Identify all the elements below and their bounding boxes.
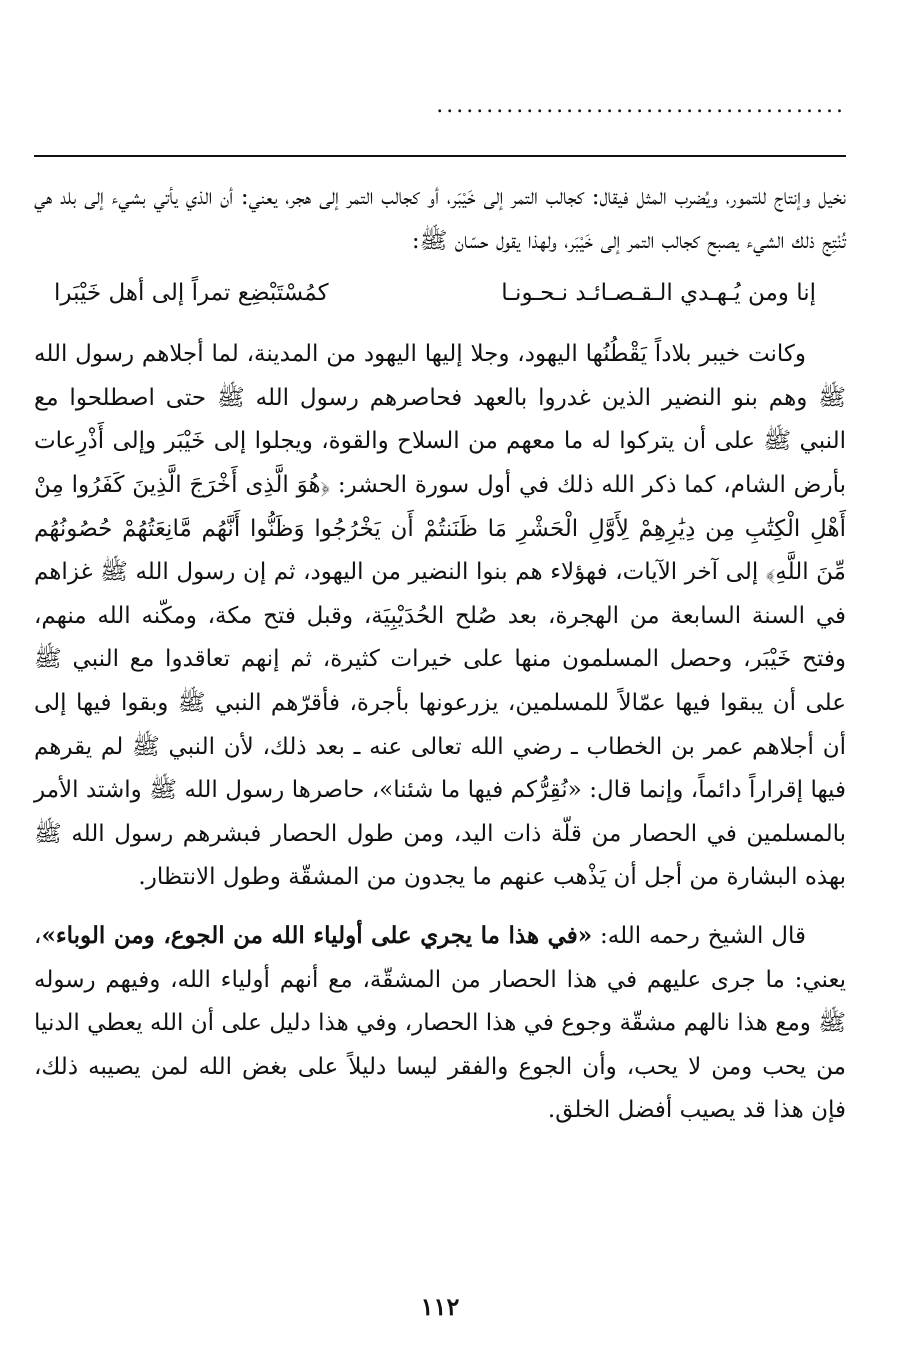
paragraph-khaybar-history: وكانت خيبر بلاداً يَقْطُنُها اليهود، وجلا إليها اليهود من المدينة، لما أجلاهم رسول الله ﷺ وهم بنو النضير الذين غدروا بالعهد فحاصرهم رسول الله ﷺ حتى اصطلحوا مع النبي ﷺ على أن يتركوا له ما معهم من السلاح والقوة، ويجلوا إلى خَيْبَر وإلى أَذْرِعات بأرض الشام، كما ذكر الله ذلك في أول سورة الحشر: ﴿هُوَ الَّذِى أَخْرَجَ الَّذِينَ كَفَرُوا مِنْ أَهْلِ الْكِتَٰبِ مِن دِيَٰرِهِمْ لِأَوَّلِ الْحَشْرِ مَا ظَنَنتُمْ أَن يَخْرُجُوا وَظَنُّوا أَنَّهُم مَّانِعَتُهُمْ حُصُونُهُم مِّنَ اللَّهِ﴾ إلى آخر الآيات، فهؤلاء هم بنوا النضير من اليهود، ثم إن رسول الله ﷺ غزاهم في السنة السابعة من الهجرة، بعد صُلح الحُدَيْبِيَة، وقبل فتح مكة، ومكّنه الله منهم، وفتح خَيْبَر، وحصل المسلمون منها على خيرات كثيرة، ثم إنهم تعاقدوا مع النبي ﷺ على أن يبقوا فيها عمّالاً للمسلمين، يزرعونها بأجرة، فأقرّهم النبي ﷺ وبقوا فيها إلى أن أجلاهم عمر بن الخطاب ـ رضي الله تعالى عنه ـ بعد ذلك، لأن النبي ﷺ لم يقرهم فيها إقراراً دائماً، وإنما قال: «نُقِرُّكم فيها ما شئنا»، حاصرها رسول الله ﷺ واشتد الأمر بالمسلمين في الحصار من قلّة ذات اليد، ومن طول الحصار فبشرهم رسول الله ﷺ بهذه البشارة من أجل أن يَذْهب عنهم ما يجدون من المشقّة وطول الانتظار. [34, 341, 846, 891]
header-dotted-line: ......................................... [436, 93, 846, 118]
poetry-verse [54, 267, 816, 319]
sheikh-quote: «في هذا ما يجري على أولياء الله من الجوع، ومن الوباء» [41, 921, 593, 949]
verse-second-hemistich: كمُسْتَبْضِع تمراً إلى أهل خَيْبَرا [54, 280, 329, 307]
paragraph-sheikh-comment [34, 914, 846, 1133]
verse-first-hemistich: إنا ومن يُـهـدي الـقـصـائـد نـحـونـا [501, 280, 816, 307]
paragraph-khaybar-proverb: نخيل وإنتاج للتمور، ويُضرب المثل فيقال: كجالب التمر إلى خَيْبَر، أو كجالب التمر إلى هجر، يعني: أن الذي يأتي بشيء إلى بلد هي تُنْتِج ذلك الشيء يصبح كجالب التمر إلى خَيْبَر، ولهذا يقول حسّان ﷺ: [34, 184, 846, 254]
header-rule [34, 155, 846, 157]
spacer [34, 323, 846, 333]
spacer [34, 900, 846, 914]
book-page [34, 0, 846, 1359]
sheikh-intro: قال الشيخ رحمه الله: [592, 922, 806, 949]
sheikh-explanation: ، يعني: ما جرى عليهم في هذا الحصار من المشقّة، مع أنهم أولياء الله، وفيهم رسوله ﷺ ومع هذا نالهم مشقّة وجوع في هذا الحصار، وفي هذا دليل على أن الله يعطي الدنيا من يحب ومن لا يحب، وأن الجوع والفقر ليسا دليلاً على بغض الله لمن يصيبه ذلك، فإن هذا قد يصيب أفضل الخلق. [34, 922, 846, 1124]
page-number: ١١٢ [420, 1292, 460, 1321]
page-body [34, 176, 846, 1133]
